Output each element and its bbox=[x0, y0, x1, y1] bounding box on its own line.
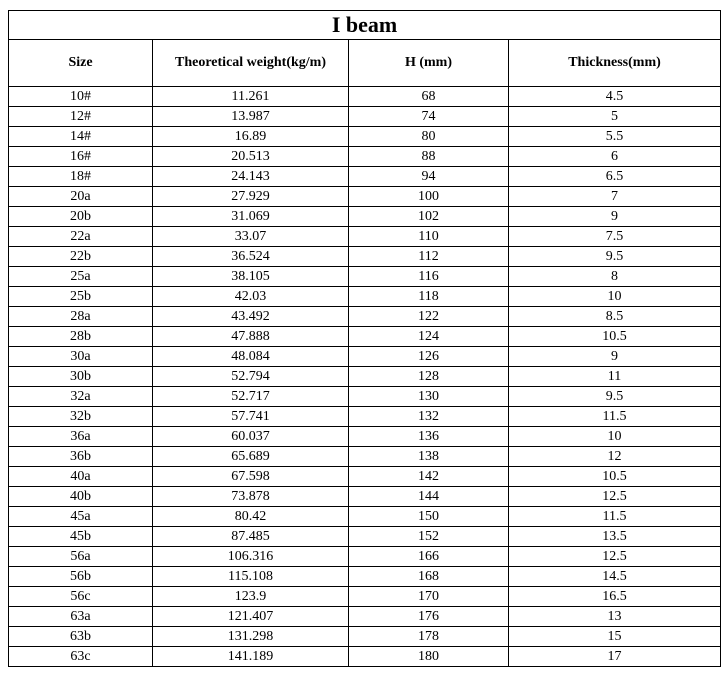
h-cell: 130 bbox=[349, 387, 509, 407]
size-cell: 22a bbox=[9, 227, 153, 247]
size-cell: 30a bbox=[9, 347, 153, 367]
table-row bbox=[9, 107, 721, 127]
thickness-cell: 5 bbox=[509, 107, 721, 127]
h-cell: 176 bbox=[349, 607, 509, 627]
theoretical-weight-cell: 87.485 bbox=[153, 527, 349, 547]
theoretical-weight-cell: 48.084 bbox=[153, 347, 349, 367]
theoretical-weight-cell: 52.794 bbox=[153, 367, 349, 387]
header-h: H (mm) bbox=[349, 40, 509, 87]
theoretical-weight-cell: 24.143 bbox=[153, 167, 349, 187]
table-row bbox=[9, 547, 721, 567]
h-cell: 110 bbox=[349, 227, 509, 247]
h-cell: 178 bbox=[349, 627, 509, 647]
header-size: Size bbox=[9, 40, 153, 87]
size-cell: 12# bbox=[9, 107, 153, 127]
theoretical-weight-cell: 27.929 bbox=[153, 187, 349, 207]
thickness-cell: 7 bbox=[509, 187, 721, 207]
table-row bbox=[9, 407, 721, 427]
thickness-cell: 17 bbox=[509, 647, 721, 667]
table-row bbox=[9, 167, 721, 187]
size-cell: 40a bbox=[9, 467, 153, 487]
table-row bbox=[9, 587, 721, 607]
size-cell: 20a bbox=[9, 187, 153, 207]
theoretical-weight-cell: 47.888 bbox=[153, 327, 349, 347]
size-cell: 30b bbox=[9, 367, 153, 387]
theoretical-weight-cell: 57.741 bbox=[153, 407, 349, 427]
size-cell: 28a bbox=[9, 307, 153, 327]
theoretical-weight-cell: 43.492 bbox=[153, 307, 349, 327]
table-row bbox=[9, 387, 721, 407]
thickness-cell: 9.5 bbox=[509, 247, 721, 267]
theoretical-weight-cell: 31.069 bbox=[153, 207, 349, 227]
size-cell: 25b bbox=[9, 287, 153, 307]
thickness-cell: 11.5 bbox=[509, 507, 721, 527]
size-cell: 63c bbox=[9, 647, 153, 667]
size-cell: 45b bbox=[9, 527, 153, 547]
theoretical-weight-cell: 13.987 bbox=[153, 107, 349, 127]
theoretical-weight-cell: 11.261 bbox=[153, 87, 349, 107]
h-cell: 152 bbox=[349, 527, 509, 547]
table-row bbox=[9, 307, 721, 327]
thickness-cell: 10.5 bbox=[509, 467, 721, 487]
table-row bbox=[9, 287, 721, 307]
theoretical-weight-cell: 16.89 bbox=[153, 127, 349, 147]
size-cell: 18# bbox=[9, 167, 153, 187]
theoretical-weight-cell: 67.598 bbox=[153, 467, 349, 487]
h-cell: 168 bbox=[349, 567, 509, 587]
thickness-cell: 11.5 bbox=[509, 407, 721, 427]
size-cell: 10# bbox=[9, 87, 153, 107]
size-cell: 45a bbox=[9, 507, 153, 527]
h-cell: 124 bbox=[349, 327, 509, 347]
table-row bbox=[9, 467, 721, 487]
theoretical-weight-cell: 131.298 bbox=[153, 627, 349, 647]
theoretical-weight-cell: 141.189 bbox=[153, 647, 349, 667]
h-cell: 80 bbox=[349, 127, 509, 147]
table-row bbox=[9, 447, 721, 467]
size-cell: 25a bbox=[9, 267, 153, 287]
i-beam-table bbox=[8, 10, 721, 667]
header-theoretical-weight: Theoretical weight(kg/m) bbox=[153, 40, 349, 87]
table-row bbox=[9, 527, 721, 547]
table-row bbox=[9, 507, 721, 527]
size-cell: 22b bbox=[9, 247, 153, 267]
thickness-cell: 16.5 bbox=[509, 587, 721, 607]
table-row bbox=[9, 567, 721, 587]
header-thickness: Thickness(mm) bbox=[509, 40, 721, 87]
theoretical-weight-cell: 52.717 bbox=[153, 387, 349, 407]
h-cell: 112 bbox=[349, 247, 509, 267]
thickness-cell: 12.5 bbox=[509, 547, 721, 567]
thickness-cell: 12.5 bbox=[509, 487, 721, 507]
h-cell: 144 bbox=[349, 487, 509, 507]
h-cell: 180 bbox=[349, 647, 509, 667]
theoretical-weight-cell: 42.03 bbox=[153, 287, 349, 307]
size-cell: 14# bbox=[9, 127, 153, 147]
h-cell: 132 bbox=[349, 407, 509, 427]
h-cell: 88 bbox=[349, 147, 509, 167]
thickness-cell: 10.5 bbox=[509, 327, 721, 347]
theoretical-weight-cell: 121.407 bbox=[153, 607, 349, 627]
h-cell: 122 bbox=[349, 307, 509, 327]
h-cell: 116 bbox=[349, 267, 509, 287]
table-row bbox=[9, 607, 721, 627]
thickness-cell: 8 bbox=[509, 267, 721, 287]
theoretical-weight-cell: 80.42 bbox=[153, 507, 349, 527]
theoretical-weight-cell: 60.037 bbox=[153, 427, 349, 447]
h-cell: 118 bbox=[349, 287, 509, 307]
size-cell: 56c bbox=[9, 587, 153, 607]
table-title: I beam bbox=[9, 11, 721, 40]
theoretical-weight-cell: 38.105 bbox=[153, 267, 349, 287]
thickness-cell: 11 bbox=[509, 367, 721, 387]
theoretical-weight-cell: 73.878 bbox=[153, 487, 349, 507]
thickness-cell: 4.5 bbox=[509, 87, 721, 107]
size-cell: 20b bbox=[9, 207, 153, 227]
table-row bbox=[9, 187, 721, 207]
thickness-cell: 15 bbox=[509, 627, 721, 647]
size-cell: 36a bbox=[9, 427, 153, 447]
size-cell: 32b bbox=[9, 407, 153, 427]
thickness-cell: 6 bbox=[509, 147, 721, 167]
theoretical-weight-cell: 115.108 bbox=[153, 567, 349, 587]
size-cell: 28b bbox=[9, 327, 153, 347]
h-cell: 74 bbox=[349, 107, 509, 127]
table-row bbox=[9, 647, 721, 667]
h-cell: 68 bbox=[349, 87, 509, 107]
thickness-cell: 13.5 bbox=[509, 527, 721, 547]
thickness-cell: 14.5 bbox=[509, 567, 721, 587]
size-cell: 56b bbox=[9, 567, 153, 587]
size-cell: 56a bbox=[9, 547, 153, 567]
theoretical-weight-cell: 123.9 bbox=[153, 587, 349, 607]
h-cell: 142 bbox=[349, 467, 509, 487]
size-cell: 16# bbox=[9, 147, 153, 167]
h-cell: 100 bbox=[349, 187, 509, 207]
theoretical-weight-cell: 106.316 bbox=[153, 547, 349, 567]
h-cell: 102 bbox=[349, 207, 509, 227]
thickness-cell: 13 bbox=[509, 607, 721, 627]
table-row bbox=[9, 347, 721, 367]
thickness-cell: 9 bbox=[509, 207, 721, 227]
h-cell: 136 bbox=[349, 427, 509, 447]
theoretical-weight-cell: 65.689 bbox=[153, 447, 349, 467]
table-row bbox=[9, 267, 721, 287]
thickness-cell: 8.5 bbox=[509, 307, 721, 327]
table-row bbox=[9, 147, 721, 167]
h-cell: 150 bbox=[349, 507, 509, 527]
table-row bbox=[9, 627, 721, 647]
h-cell: 126 bbox=[349, 347, 509, 367]
size-cell: 40b bbox=[9, 487, 153, 507]
table-row bbox=[9, 487, 721, 507]
h-cell: 128 bbox=[349, 367, 509, 387]
size-cell: 63a bbox=[9, 607, 153, 627]
size-cell: 36b bbox=[9, 447, 153, 467]
h-cell: 170 bbox=[349, 587, 509, 607]
i-beam-sheet bbox=[8, 10, 720, 667]
theoretical-weight-cell: 33.07 bbox=[153, 227, 349, 247]
thickness-cell: 7.5 bbox=[509, 227, 721, 247]
thickness-cell: 9.5 bbox=[509, 387, 721, 407]
table-row bbox=[9, 207, 721, 227]
thickness-cell: 5.5 bbox=[509, 127, 721, 147]
h-cell: 138 bbox=[349, 447, 509, 467]
h-cell: 166 bbox=[349, 547, 509, 567]
table-row bbox=[9, 367, 721, 387]
table-row bbox=[9, 327, 721, 347]
table-row bbox=[9, 227, 721, 247]
thickness-cell: 6.5 bbox=[509, 167, 721, 187]
theoretical-weight-cell: 20.513 bbox=[153, 147, 349, 167]
table-row bbox=[9, 427, 721, 447]
h-cell: 94 bbox=[349, 167, 509, 187]
size-cell: 63b bbox=[9, 627, 153, 647]
size-cell: 32a bbox=[9, 387, 153, 407]
thickness-cell: 9 bbox=[509, 347, 721, 367]
thickness-cell: 12 bbox=[509, 447, 721, 467]
table-row bbox=[9, 247, 721, 267]
thickness-cell: 10 bbox=[509, 427, 721, 447]
theoretical-weight-cell: 36.524 bbox=[153, 247, 349, 267]
table-body bbox=[9, 87, 721, 667]
table-row bbox=[9, 87, 721, 107]
table-row bbox=[9, 127, 721, 147]
thickness-cell: 10 bbox=[509, 287, 721, 307]
